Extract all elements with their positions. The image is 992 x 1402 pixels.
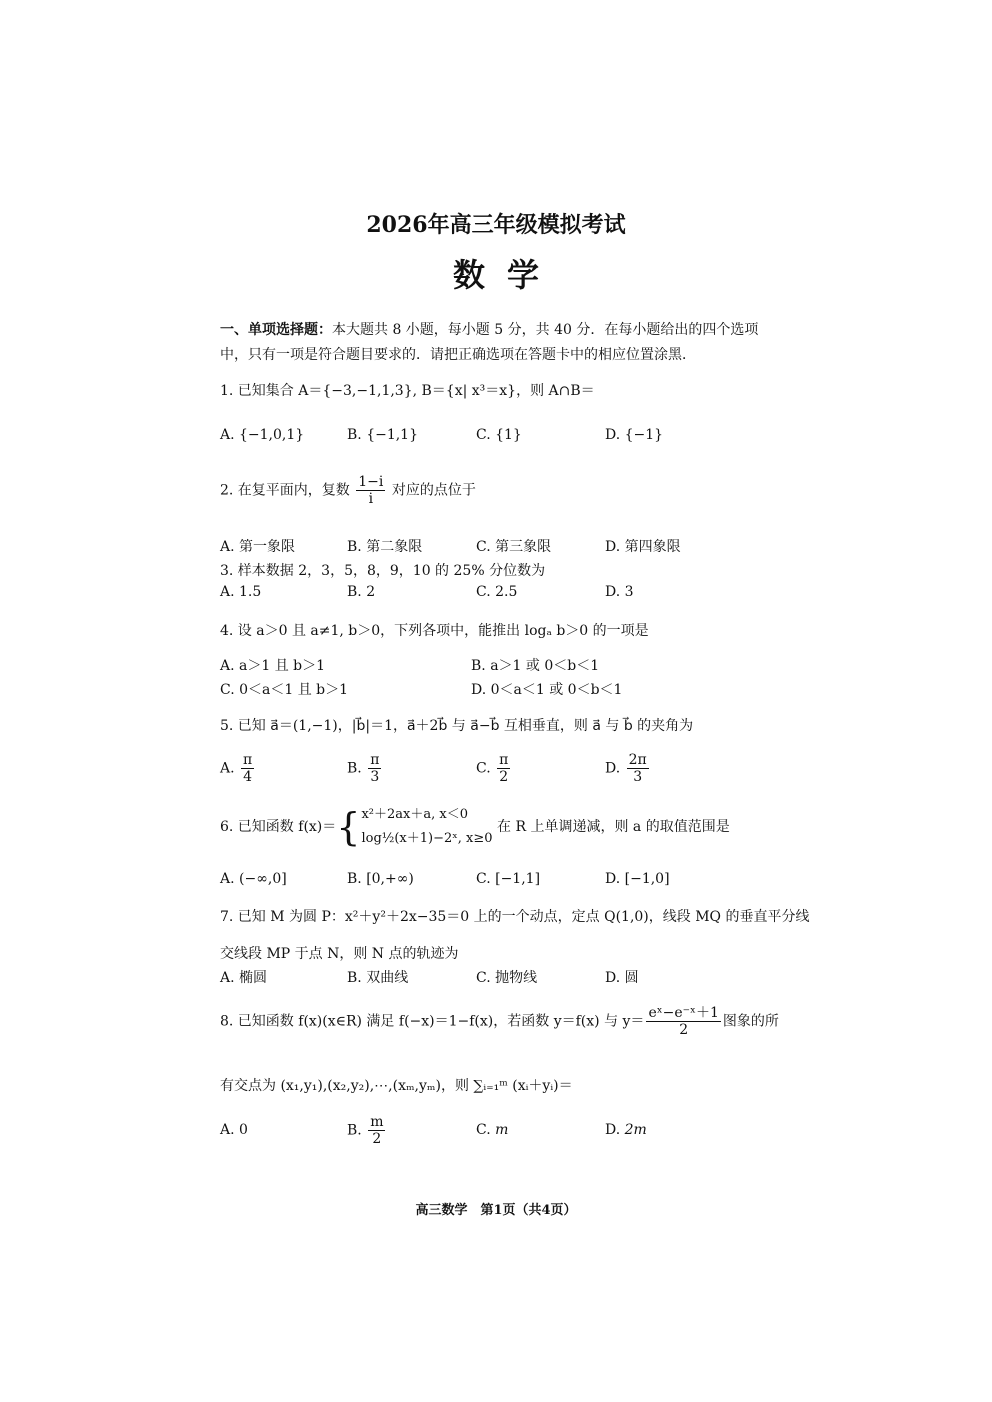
q6-piecewise <box>361 803 492 851</box>
q6-case-2: log½(x＋1)−2ˣ, x≥0 <box>361 831 493 846</box>
q5-c-den: 2 <box>499 769 509 785</box>
q8-d-label: D. <box>605 1122 621 1138</box>
q8-c-value: m <box>495 1122 509 1138</box>
q8-c-label: C. <box>476 1122 491 1138</box>
q5-d-num: 2π <box>628 752 647 768</box>
q2-stem-before: 2. 在复平面内，复数 <box>220 482 350 499</box>
q2-stem-after: 对应的点位于 <box>391 482 476 499</box>
question-8-stem-line-2: 有交点为 (x₁,y₁),(x₂,y₂),⋯,(xₘ,yₘ)，则 ∑ᵢ₌₁ᵐ (xᵢ＋yᵢ)＝ <box>220 1078 573 1094</box>
q8-d-value: 2m <box>624 1122 647 1138</box>
question-4-stem: 4. 设 a＞0 且 a≠1, b＞0，下列各项中，能推出 logₐ b＞0 的一项是 <box>220 623 649 639</box>
q5-option-b <box>347 752 383 785</box>
question-6-stem <box>220 803 730 851</box>
q7-option-b: B. 双曲线 <box>347 970 409 986</box>
section-label: 一、单项选择题： <box>220 322 332 338</box>
q8-option-a <box>220 1122 248 1138</box>
q2-option-a: A. 第一象限 <box>220 539 296 555</box>
q3-option-b: B. 2 <box>347 584 376 600</box>
q5-a-label: A. <box>220 760 235 777</box>
q2-option-b: B. 第二象限 <box>347 539 423 555</box>
page-footer: 高三数学 第1页（共4页） <box>415 1203 577 1218</box>
question-8-stem-line-1 <box>220 1005 779 1038</box>
q3-option-d: D. 3 <box>605 584 634 600</box>
q5-a-num: π <box>243 752 253 768</box>
q5-d-label: D. <box>605 760 621 777</box>
section-instructions <box>220 318 770 368</box>
question-3-stem: 3. 样本数据 2，3，5，8，9，10 的 25% 分位数为 <box>220 563 546 579</box>
q6-option-c: C. [−1,1] <box>476 871 541 887</box>
q4-option-d: D. 0＜a＜1 或 0＜b＜1 <box>471 682 623 698</box>
q5-d-den: 3 <box>633 769 643 785</box>
question-2-stem <box>220 474 476 507</box>
q6-option-b: B. [0,+∞) <box>347 871 414 887</box>
q1-option-a: A. {−1,0,1} <box>220 427 305 443</box>
subject-title: 数学 <box>452 256 561 294</box>
q8-option-b <box>347 1114 387 1147</box>
brace-symbol: { <box>336 805 361 849</box>
q5-option-d <box>605 752 651 785</box>
q8-b-den: 2 <box>372 1131 382 1147</box>
q8-frac-den: 2 <box>679 1022 689 1038</box>
q5-c-num: π <box>499 752 509 768</box>
q2-option-d: D. 第四象限 <box>605 539 681 555</box>
q6-option-a: A. (−∞,0] <box>220 871 287 887</box>
q2-frac-num: 1−i <box>358 474 384 490</box>
q6-case-1: x²＋2ax＋a, x＜0 <box>361 807 468 822</box>
exam-title: 2026年高三年级模拟考试 <box>366 212 626 238</box>
q1-option-d: D. {−1} <box>605 427 664 443</box>
q4-option-b: B. a＞1 或 0＜b＜1 <box>471 658 600 674</box>
q8-a-label: A. <box>220 1122 235 1138</box>
q8-option-d <box>605 1122 647 1138</box>
q8-a-value: 0 <box>239 1122 248 1138</box>
question-5-stem: 5. 已知 a⃗＝(1,−1)，|b⃗|＝1，a⃗＋2b⃗ 与 a⃗−b⃗ 互相垂直，则 a⃗ 与 b⃗ 的夹角为 <box>220 718 694 734</box>
q6-stem-before: 6. 已知函数 f(x)＝ <box>220 819 337 835</box>
q5-option-c <box>476 752 512 785</box>
question-7-stem-line-1: 7. 已知 M 为圆 P：x²＋y²＋2x−35＝0 上的一个动点，定点 Q(1,0)，线段 MQ 的垂直平分线 <box>220 909 810 925</box>
q2-frac-den: i <box>368 491 374 507</box>
q8-stem-after: 图象的所 <box>722 1013 779 1030</box>
q8-b-label: B. <box>347 1122 362 1139</box>
q7-option-d: D. 圆 <box>605 970 639 986</box>
section-intro: 本大题共 8 小题，每小题 5 分，共 40 分．在每小题给出的四个选项中，只有一项是符合题目要求的．请把正确选项在答题卡中的相应位置涂黑． <box>220 322 759 363</box>
q3-option-a: A. 1.5 <box>220 584 262 600</box>
q6-stem-after: 在 R 上单调递减，则 a 的取值范围是 <box>497 819 730 835</box>
q8-stem-before: 8. 已知函数 f(x)(x∈R) 满足 f(−x)＝1−f(x)，若函数 y＝f(x) 与 y＝ <box>220 1013 645 1030</box>
q5-option-a <box>220 752 256 785</box>
q3-option-c: C. 2.5 <box>476 584 518 600</box>
q8-frac-num: eˣ−e⁻ˣ＋1 <box>648 1005 719 1021</box>
q1-option-b: B. {−1,1} <box>347 427 418 443</box>
q5-b-fraction <box>368 752 381 785</box>
q5-b-label: B. <box>347 760 362 777</box>
q5-c-label: C. <box>476 760 491 777</box>
q8-b-fraction <box>368 1114 385 1147</box>
q8-fraction <box>646 1005 720 1038</box>
question-7-stem-line-2: 交线段 MP 于点 N，则 N 点的轨迹为 <box>220 946 459 962</box>
q8-option-c <box>476 1122 508 1138</box>
q4-option-a: A. a＞1 且 b＞1 <box>220 658 326 674</box>
q8-b-num: m <box>370 1114 384 1130</box>
q4-option-c: C. 0＜a＜1 且 b＞1 <box>220 682 349 698</box>
q5-c-fraction <box>497 752 510 785</box>
question-1-stem: 1. 已知集合 A＝{−3,−1,1,3}, B＝{x| x³＝x}，则 A∩B＝ <box>220 383 595 399</box>
q5-a-den: 4 <box>243 769 253 785</box>
q5-d-fraction <box>627 752 649 785</box>
q2-fraction <box>356 474 385 507</box>
q1-option-c: C. {1} <box>476 427 522 443</box>
q5-b-den: 3 <box>370 769 380 785</box>
q5-a-fraction <box>241 752 254 785</box>
q6-option-d: D. [−1,0] <box>605 871 670 887</box>
q5-b-num: π <box>370 752 380 768</box>
q7-option-a: A. 椭圆 <box>220 970 268 986</box>
q7-option-c: C. 抛物线 <box>476 970 538 986</box>
q2-option-c: C. 第三象限 <box>476 539 552 555</box>
